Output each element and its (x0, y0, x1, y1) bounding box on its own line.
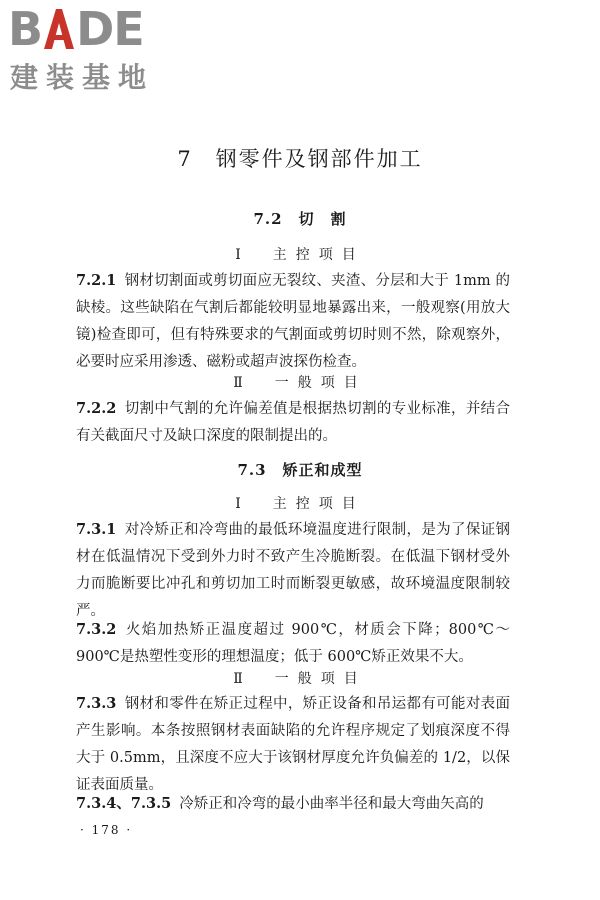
logo-wordmark: B DE (8, 2, 144, 56)
logo-a-icon (42, 9, 76, 49)
clause-paragraph (76, 516, 510, 625)
clause-number: 7.3.3 (76, 695, 117, 712)
bade-logo (8, 2, 208, 112)
sub-heading: Ⅱ 一般项目 (233, 671, 367, 687)
clause-text: 冷矫正和冷弯的最小曲率半径和最大弯曲矢高的 (179, 796, 484, 812)
clause-text: 切割中气割的允许偏差值是根据热切割的专业标准，并结合有关截面尺寸及缺口深度的限制提出的。 (76, 401, 510, 444)
clause-text: 钢材切割面或剪切面应无裂纹、夹渣、分层和大于 1mm 的缺棱。这些缺陷在气割后都能较明显地暴露出来，一般观察(用放大镜)检查即可，但有特殊要求的气割面或剪切时则不然，除观察外，必要时应采用渗透、磁粉或超声波探伤检查。 (76, 273, 510, 370)
sub-heading: Ⅰ 主控项目 (235, 247, 365, 263)
sub-heading: Ⅱ 一般项目 (233, 375, 367, 391)
clause-number: 7.2.2 (76, 400, 117, 417)
clause-paragraph (76, 616, 510, 671)
clause-text: 火焰加热矫正温度超过 900℃，材质会下降；800℃～900℃是热塑性变形的理想温度；低于 600℃矫正效果不大。 (76, 622, 510, 665)
sub-heading: Ⅰ 主控项目 (235, 496, 365, 512)
clause-paragraph (76, 790, 510, 818)
clause-number: 7.3.2 (76, 621, 117, 638)
clause-number: 7.3.1 (76, 521, 117, 538)
clause-number: 7.3.4、7.3.5 (76, 795, 172, 812)
logo-subtitle: 建装基地 (10, 61, 155, 94)
clause-text: 钢材和零件在矫正过程中，矫正设备和吊运都有可能对表面产生影响。本条按照钢材表面缺陷的允许程序规定了划痕深度不得大于 0.5mm，且深度不应大于该钢材厚度允许负偏差的 1/2，以保证表面质量。 (76, 696, 510, 793)
clause-paragraph (76, 690, 510, 799)
clause-number: 7.2.1 (76, 272, 117, 289)
chapter-title: 7 钢零件及钢部件加工 (177, 147, 423, 171)
section-title: 7.3 矫正和成型 (237, 461, 363, 479)
section-title: 7.2 切 割 (253, 210, 347, 228)
clause-text: 对冷矫正和冷弯曲的最低环境温度进行限制，是为了保证钢材在低温情况下受到外力时不致产生冷脆断裂。在低温下钢材受外力而脆断要比冲孔和剪切加工时而断裂更敏感，故环境温度限制较严。 (76, 522, 510, 619)
page-number: · 178 · (80, 823, 133, 837)
clause-paragraph (76, 395, 510, 450)
clause-paragraph (76, 267, 510, 376)
